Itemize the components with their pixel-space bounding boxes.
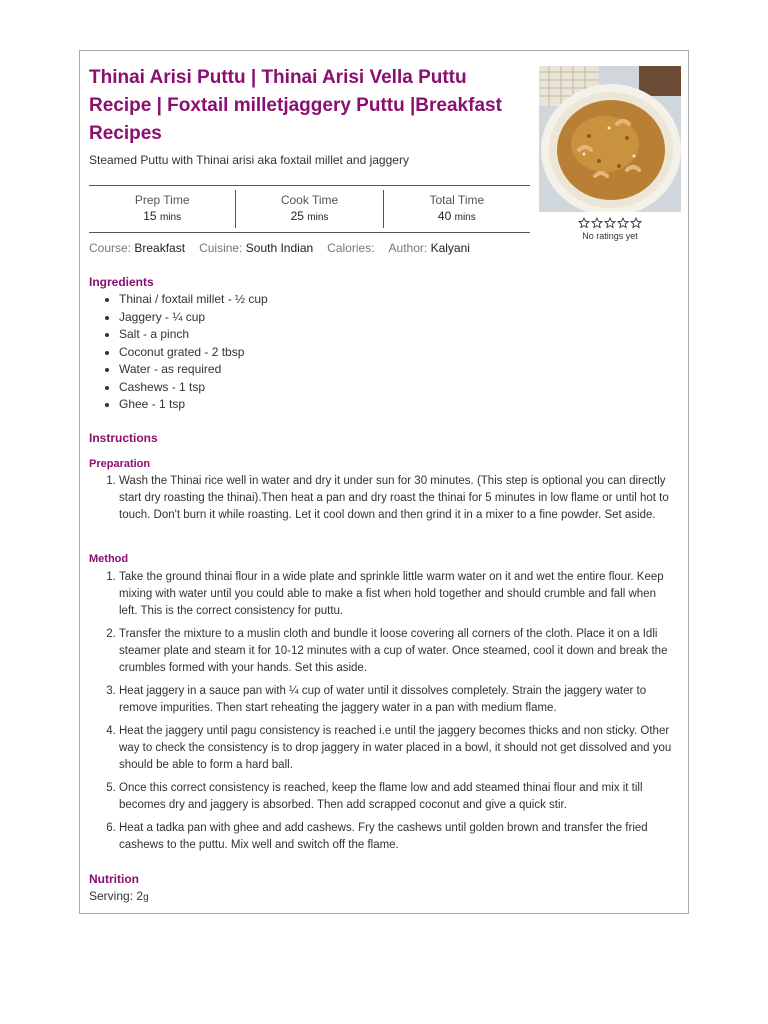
star-outline-icon[interactable] (630, 217, 642, 229)
method-heading: Method (89, 553, 129, 565)
time-unit: mins (307, 212, 329, 223)
recipe-summary: Steamed Puttu with Thinai arisi aka foxtail millet and jaggery (89, 153, 409, 167)
star-outline-icon[interactable] (617, 217, 629, 229)
ingredient-item: • Cashews - 1 tsp (119, 379, 268, 397)
star-outline-icon[interactable] (604, 217, 616, 229)
star-outline-icon[interactable] (578, 217, 590, 229)
time-number: 40 (437, 209, 452, 223)
ingredients-list (89, 291, 268, 414)
time-number: 15 (143, 209, 157, 223)
ingredient-item: • Water - as required (119, 361, 268, 379)
instruction-step: 6. Heat a tadka pan with ghee and add cashews. Fry the cashews until golden brown and transfer the fried cashews to the puttu. Mix well and switch off the flame. (119, 820, 672, 854)
time-label: Cook Time (280, 193, 339, 207)
time-unit: mins (454, 212, 476, 223)
time-label: Prep Time (134, 193, 190, 207)
meta-value: Kalyani (430, 241, 470, 255)
meta-key: Course: (89, 241, 132, 255)
meta-course (89, 241, 185, 255)
meta-value: Breakfast (134, 241, 186, 255)
time-label: Total Time (429, 193, 485, 207)
serving-value: 2 (136, 889, 144, 903)
nutrition-heading: Nutrition (89, 872, 139, 886)
meta-cuisine (199, 241, 313, 255)
time-number: 25 (290, 209, 304, 223)
time-value (384, 208, 530, 226)
recipe-times (89, 185, 530, 233)
ingredient-item: • Thinai / foxtail millet - ½ cup (119, 291, 268, 309)
recipe-meta (89, 241, 470, 255)
meta-author (389, 241, 470, 255)
prep-time (89, 186, 235, 232)
preparation-heading: Preparation (89, 458, 151, 470)
instruction-step: 3. Heat jaggery in a sauce pan with ¼ cup of water until it dissolves completely. Strain the jaggery water to remove impurities. Then start reheating the jaggery water in a pan with medium flame. (119, 683, 672, 717)
method-steps (89, 569, 672, 854)
instruction-step: 1. Wash the Thinai rice well in water and dry it under sun for 30 minutes. (This step is optional you can directly start dry roasting the thinai).Then heat a pan and dry roast the thinai for 5 minutes in low flame or until hot to touch. Don't burn it while roasting. Let it cool down and then grind it in a mixer to a fine powder. Set aside. (119, 473, 672, 524)
time-value (236, 208, 382, 226)
ingredient-item: • Jaggery - ¼ cup (119, 309, 268, 327)
time-value (89, 208, 235, 226)
serving-unit: g (143, 892, 149, 903)
ingredient-item: • Coconut grated - 2 tbsp (119, 344, 268, 362)
recipe-photo[interactable] (539, 66, 681, 212)
instruction-step: 5. Once this correct consistency is reached, keep the flame low and add steamed thinai flour and mix it till becomes dry and jaggery is absorbed. Then add scrapped coconut and give a quick stir. (119, 780, 672, 814)
total-time (383, 190, 530, 228)
ingredient-item: • Salt - a pinch (119, 326, 268, 344)
puttu-plate-photo (539, 66, 681, 212)
meta-value: South Indian (245, 241, 314, 255)
rating-stars[interactable] (539, 217, 681, 229)
recipe-card (79, 50, 689, 914)
meta-key: Cuisine: (199, 241, 243, 255)
rating-text: No ratings yet (582, 231, 638, 241)
meta-key: Calories: (327, 241, 375, 255)
recipe-title: Thinai Arisi Puttu | Thinai Arisi Vella Puttu Recipe | Foxtail milletjaggery Puttu |Breakfast Recipes (89, 67, 502, 144)
meta-calories (327, 241, 374, 255)
instructions-heading: Instructions (89, 431, 158, 445)
ingredients-heading: Ingredients (89, 275, 154, 289)
cook-time (235, 190, 382, 228)
instruction-step: 4. Heat the jaggery until pagu consistency is reached i.e until the jaggery becomes thicks and non sticky. Other way to check the consistency is to drop jaggery in water placed in a bowl, it should not get dissolved and you should be able to form a hard ball. (119, 723, 672, 774)
instruction-step: 1. Take the ground thinai flour in a wide plate and sprinkle little warm water on it and wet the entire flour. Keep mixing with water until you could able to make a fist when hold together and should crumble and fall when left. This is the correct consistency for puttu. (119, 569, 672, 620)
meta-key: Author: (388, 241, 428, 255)
ingredient-item: • Ghee - 1 tsp (119, 396, 268, 414)
recipe-rating[interactable] (539, 217, 681, 241)
instruction-step: 2. Transfer the mixture to a muslin cloth and bundle it loose covering all corners of the cloth. Place it on a Idli steamer plate and steam it for 10-12 minutes with a cup of water. Once steamed, cool it down and break the crumbles formed with your hands. Set this aside. (119, 626, 672, 677)
nutrition-serving (89, 889, 149, 903)
preparation-steps (89, 473, 672, 524)
star-outline-icon[interactable] (591, 217, 603, 229)
serving-label: Serving: (89, 889, 134, 903)
time-unit: mins (159, 212, 182, 223)
